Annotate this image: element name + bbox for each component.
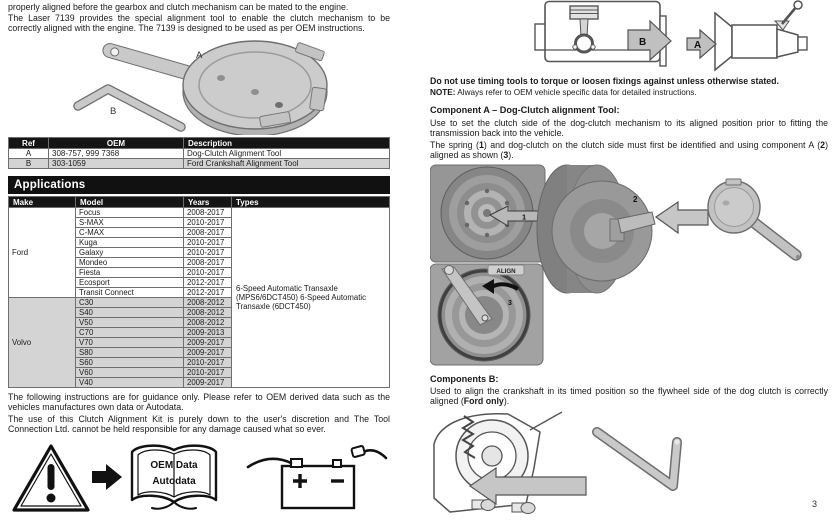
column-header-oem: OEM — [49, 138, 184, 149]
table-cell: Mondeo — [76, 258, 184, 268]
warning-statement: Do not use timing tools to torque or loosen fixings against unless otherwise stated. — [430, 76, 779, 86]
left-column — [8, 0, 390, 522]
column-header-model: Model — [76, 197, 184, 208]
table-cell: 2008-2012 — [184, 318, 232, 328]
insert-arrow-left-icon — [656, 202, 708, 233]
note-line — [430, 88, 828, 97]
table-cell: Transit Connect — [76, 288, 184, 298]
table-cell: 2008-2017 — [184, 208, 232, 218]
ref-table-body — [9, 149, 390, 169]
guidance-paragraph-2: The use of this Clutch Alignment Kit is purely down to the user's discretion and The Tool Connection Ltd. cannot be held responsible for any damage caused what so ever. — [8, 414, 390, 435]
table-cell: Ford Crankshaft Alignment Tool — [184, 159, 390, 169]
align-rotation-photo-3 — [430, 264, 543, 365]
align-label: ALIGN — [496, 268, 516, 275]
table-cell: C70 — [76, 328, 184, 338]
table-cell: 2012-2017 — [184, 278, 232, 288]
table-cell: V70 — [76, 338, 184, 348]
arrow-right-icon — [92, 464, 122, 490]
guidance-paragraph-1: The following instructions are for guidance only. Please refer to OEM derived data such as the vehicles manufactures own data or Autodata. — [8, 392, 390, 413]
spring-text: The spring ( — [430, 140, 479, 150]
column-header-description: Description — [184, 138, 390, 149]
engine-block-drawing — [535, 2, 671, 67]
table-row — [9, 149, 390, 159]
gear-knob — [794, 1, 802, 9]
table-cell: 2008-2017 — [184, 258, 232, 268]
gearbox-drawing — [687, 1, 807, 70]
arrow-a-label: A — [694, 40, 702, 51]
component-a-paragraph-1: Use to set the clutch side of the dog-clutch mechanism to its aligned position prior to fitting the transmission back into the vehicle. — [430, 118, 828, 139]
column-header-years: Years — [184, 197, 232, 208]
table-cell: 2010-2017 — [184, 218, 232, 228]
table-cell: 2008-2017 — [184, 228, 232, 238]
table-cell: Galaxy — [76, 248, 184, 258]
kit-label-b: B — [110, 106, 117, 117]
hex-key — [78, 89, 181, 127]
table-cell: A — [9, 149, 49, 159]
component-a-heading: Component A – Dog-Clutch alignment Tool: — [430, 105, 620, 115]
table-cell: C30 — [76, 298, 184, 308]
safety-icons-strip — [8, 440, 390, 518]
types-cell: 6-Speed Automatic Transaxle (MPS6/6DCT450) 6-Speed Automatic Transaxle (6DCT450) — [232, 208, 390, 388]
table-cell: V50 — [76, 318, 184, 328]
table-cell: 2009-2017 — [184, 378, 232, 388]
ref-table-header-row — [9, 138, 390, 149]
table-cell: 2009-2013 — [184, 328, 232, 338]
components-b-paragraph: Used to align the crankshaft in its timed position so the flywheel side of the dog clutch is correctly aligned (Ford only). — [430, 386, 828, 407]
column-header-make: Make — [9, 197, 76, 208]
table-cell: B — [9, 159, 49, 169]
ref-table — [8, 137, 390, 169]
table-cell: Fiesta — [76, 268, 184, 278]
table-cell: 2010-2017 — [184, 238, 232, 248]
table-cell: 308-757, 999 7368 — [49, 149, 184, 159]
note-label: NOTE: — [430, 88, 456, 97]
ref-number-2: 2 — [820, 140, 826, 150]
table-cell: 303-1059 — [49, 159, 184, 169]
note-text: Always refer to OEM vehicle specific data for detailed instructions. — [455, 88, 697, 97]
oem-data-book-icon — [132, 446, 216, 509]
crank-pin-tool-drawing — [597, 432, 680, 486]
table-cell: C-MAX — [76, 228, 184, 238]
applications-section-header: Applications — [8, 176, 390, 194]
component-a-paragraph-2: The spring (1) and dog-clutch on the clutch side must first be identified and using component A (2) aligned as shown (3). — [430, 140, 829, 161]
table-cell: Dog-Clutch Alignment Tool — [184, 149, 390, 159]
column-header-types: Types — [232, 197, 390, 208]
page-number: 3 — [812, 499, 818, 509]
make-cell: Volvo — [9, 298, 76, 388]
ref-number-3: 3 — [503, 150, 509, 161]
crankshaft-line-drawing — [434, 412, 562, 514]
intro-paragraph-1: properly aligned before the gearbox and clutch mechanism can be mated to the engine. — [8, 2, 349, 12]
intro-paragraph-2: The Laser 7139 provides the special alignment tool to enable the clutch mechanism to be correctly aligned with the engine. The 7139 is designed to be used as per OEM instructions. — [8, 13, 390, 34]
table-cell: S40 — [76, 308, 184, 318]
alignment-tool-drawing — [708, 179, 800, 259]
table-cell: 2010-2017 — [184, 358, 232, 368]
table-cell: 2008-2012 — [184, 308, 232, 318]
column-header-ref: Ref — [9, 138, 49, 149]
label-1: 1 — [522, 212, 527, 222]
crankshaft-timing-figures — [430, 410, 828, 520]
components-b-heading: Components B: — [430, 374, 499, 384]
table-row — [9, 208, 390, 218]
table-cell: S60 — [76, 358, 184, 368]
applications-table-header-row — [9, 197, 390, 208]
book-line-1: OEM Data — [150, 460, 198, 471]
table-cell: S-MAX — [76, 218, 184, 228]
label-3: 3 — [508, 300, 512, 307]
table-cell: 2008-2012 — [184, 298, 232, 308]
table-cell: 2010-2017 — [184, 248, 232, 258]
warning-triangle-icon — [14, 446, 88, 510]
battery-disconnect-icon — [248, 446, 386, 508]
ford-only-bold: Ford only — [463, 396, 504, 407]
arrow-a-icon — [687, 30, 716, 58]
kit-illustration — [8, 30, 390, 135]
table-cell: V40 — [76, 378, 184, 388]
table-cell: Focus — [76, 208, 184, 218]
table-cell: 2009-2017 — [184, 338, 232, 348]
kit-label-a: A — [196, 50, 203, 61]
clutch-photo-1 — [430, 165, 545, 262]
table-cell: 2012-2017 — [184, 288, 232, 298]
make-cell: Ford — [9, 208, 76, 298]
table-cell: S80 — [76, 348, 184, 358]
table-cell: Kuga — [76, 238, 184, 248]
label-2: 2 — [633, 195, 638, 204]
table-cell: Ecosport — [76, 278, 184, 288]
ref-number-1: 1 — [478, 140, 484, 150]
applications-table-body — [9, 208, 390, 388]
book-line-2: Autodata — [152, 476, 196, 487]
clutch-drum-with-tool — [537, 165, 655, 293]
disc-tab — [310, 87, 327, 111]
right-column — [430, 0, 828, 522]
engine-gearbox-illustration — [430, 0, 828, 73]
table-cell: 2010-2017 — [184, 368, 232, 378]
clutch-alignment-figures — [430, 163, 828, 368]
table-cell: V60 — [76, 368, 184, 378]
table-row — [9, 159, 390, 169]
table-cell: 2010-2017 — [184, 268, 232, 278]
arrow-b-label: B — [639, 37, 647, 48]
applications-table — [8, 196, 390, 388]
table-cell: 2009-2017 — [184, 348, 232, 358]
